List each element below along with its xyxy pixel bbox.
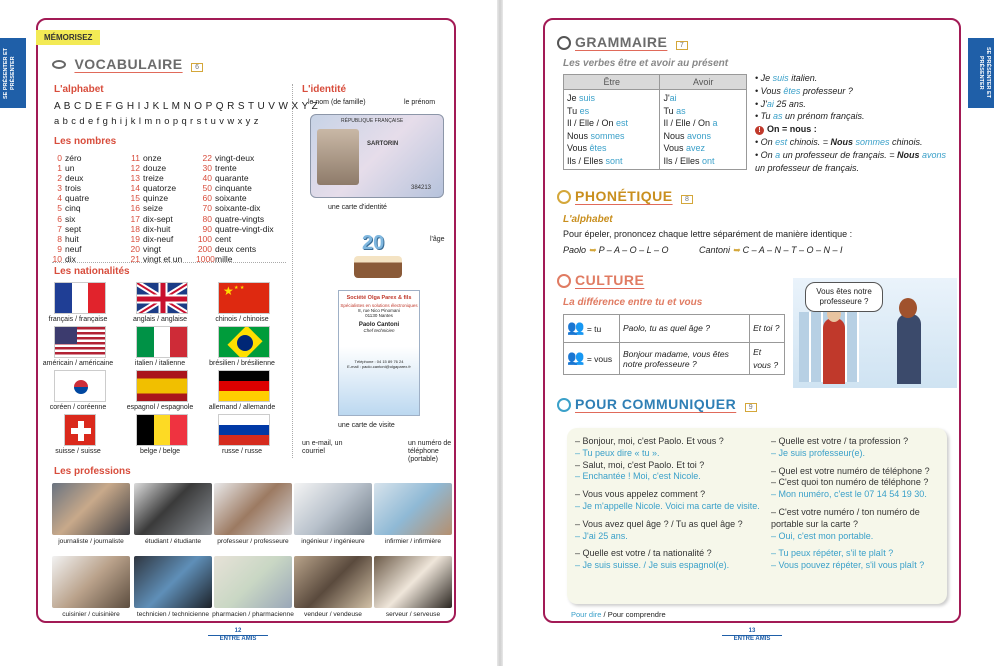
phonetique-subtitle: L'alphabet <box>563 214 613 225</box>
phonetique-track: 8 <box>681 195 693 204</box>
identite-heading: L'identité <box>302 84 347 95</box>
flag-brazil <box>218 326 270 358</box>
phonetique-text: Pour épeler, prononcez chaque lettre séparément de manière identique : <box>563 229 853 239</box>
nat-caption: anglais / anglaise <box>132 316 188 323</box>
left-side-tab: SE PRÉSENTER ET PRÉSENTER <box>0 38 26 108</box>
number-item: 7 sept <box>57 223 82 234</box>
tu-vous-table: 👥 = tu Paolo, tu as quel âge ? Et toi ? 👥 = vous Bonjour madame, vous êtes notre professeure ? Et vous ? <box>563 314 785 375</box>
id-card <box>310 114 444 198</box>
culture-header <box>557 272 644 290</box>
prof-caption: professeur / professeure <box>217 538 289 545</box>
cake-number: 20 <box>362 232 385 254</box>
nationalites-heading: Les nationalités <box>54 266 130 277</box>
bc-spec: Spécialistes en solutions électroniques <box>340 303 418 308</box>
spelling-example-1: Paolo ➥ P – A – O – L – O <box>563 245 669 255</box>
bc-address: 8, rue Nico Pinomani <box>358 308 400 313</box>
dialogue-left <box>575 436 765 572</box>
communiquer-track: 9 <box>745 403 757 412</box>
dialogue-line: – Bonjour, moi, c'est Paolo. Et vous ? <box>575 436 724 446</box>
conjugation-row: J'ai <box>663 93 677 103</box>
dialogue-line: – Salut, moi, c'est Paolo. Et toi ? <box>575 459 705 470</box>
speech-bubble: Vous êtes notre professeure ? <box>805 282 883 312</box>
eye-icon <box>52 60 66 69</box>
communiquer-title: POUR COMMUNIQUER <box>575 396 737 412</box>
flag-russia <box>218 414 270 446</box>
birthday-cake <box>352 232 404 282</box>
nat-caption: italien / italienne <box>134 360 186 367</box>
photo-pharmacien <box>214 556 292 608</box>
nombres-heading: Les nombres <box>54 136 117 147</box>
culture-title: CULTURE <box>575 272 645 288</box>
numbers-col-2 <box>124 153 182 264</box>
avoir-column <box>660 90 747 170</box>
row-divider <box>52 262 286 263</box>
left-page-number: 12 ENTRE AMIS <box>208 628 268 642</box>
id-card-name: SARTORIN <box>367 141 399 147</box>
etre-column <box>564 90 660 170</box>
grammar-header <box>557 34 688 52</box>
alphabet-upper: A B C D E F G H I J K L M N O P Q R S T U V W X Y Z <box>54 101 319 112</box>
book-spine <box>497 0 503 666</box>
dialogue-line: – Je m'appelle Nicole. Voici ma carte de visite. <box>575 500 760 511</box>
photo-journaliste <box>52 483 130 535</box>
number-item: 2 deux <box>57 173 84 184</box>
group-icon: 👥 <box>567 349 585 366</box>
right-page-number: 13 ENTRE AMIS <box>722 628 782 642</box>
nat-caption: suisse / suisse <box>55 448 101 455</box>
memorisez-tab: MÉMORISEZ <box>36 30 100 45</box>
id-photo <box>317 129 359 185</box>
flag-spain <box>136 370 188 402</box>
alphabet-lower: a b c d e f g h i j k l m n o p q r s t u v w x y z <box>54 115 259 126</box>
bc-role: Chef technicien <box>363 328 395 333</box>
prof-caption: journaliste / journaliste <box>58 538 124 545</box>
conjugation-row: Ils / Elles sont <box>567 155 623 166</box>
grammar-subtitle: Les verbes être et avoir au présent <box>563 58 729 69</box>
left-page <box>36 18 456 623</box>
photo-infirmier <box>374 483 452 535</box>
number-item: 80 quatre-vingts <box>202 213 265 224</box>
number-item: 3 trois <box>57 183 82 194</box>
culture-icon <box>557 274 571 288</box>
flag-germany <box>218 370 270 402</box>
number-item: 40 quarante <box>202 173 249 184</box>
communiquer-header <box>557 396 757 414</box>
dialogue-right <box>771 436 947 572</box>
number-item: 12 douze <box>130 163 167 174</box>
phonetique-title: PHONÉTIQUE <box>575 188 673 204</box>
number-item: 4 quatre <box>57 193 90 204</box>
number-item: 5 cinq <box>57 203 81 214</box>
bc-company: Société Olga Parex & fils <box>346 295 412 301</box>
spelling-example-2: Cantoni ➥ C – A – N – T – O – N – I <box>699 245 843 255</box>
dialogue-line: – Tu peux répéter, s'il te plaît ? <box>771 548 894 559</box>
dialogue-line: – Quelle est votre / ta nationalité ? <box>575 548 712 559</box>
grammar-title: GRAMMAIRE <box>575 34 668 50</box>
nat-caption: belge / belge <box>139 448 181 455</box>
flag-belgium <box>136 414 188 446</box>
flag-uk <box>136 282 188 314</box>
etre-header: Être <box>564 75 660 90</box>
flag-korea <box>54 370 106 402</box>
prof-caption: technicien / technicienne <box>136 611 210 618</box>
number-item: 17 dix-sept <box>130 213 173 224</box>
id-card-caption: une carte d'identité <box>328 204 387 211</box>
conjugation-row: Je suis <box>567 93 596 103</box>
dialogue-line: – Vous pouvez répéter, s'il vous plaît ? <box>771 560 925 571</box>
conjugation-row: Nous sommes <box>567 130 625 141</box>
dialogue-line: portable sur la carte ? <box>771 518 859 529</box>
conjugation-table <box>563 74 747 170</box>
conjugation-row: Vous avez <box>663 143 705 153</box>
number-item: 15 quinze <box>130 193 169 204</box>
age-label: l'âge <box>430 236 445 243</box>
photo-technicien <box>134 556 212 608</box>
conjugation-row: Ils / Elles ont <box>663 155 715 166</box>
number-item: 18 dix-huit <box>130 223 171 234</box>
classroom-illustration <box>793 278 957 388</box>
numbers-col-3 <box>196 153 274 264</box>
tu-followup: Et toi ? <box>750 315 785 343</box>
nat-caption: coréen / coréenne <box>49 404 107 411</box>
id-card-header: RÉPUBLIQUE FRANÇAISE <box>341 118 404 124</box>
photo-professeur <box>214 483 292 535</box>
photo-serveur <box>374 556 452 608</box>
number-item: 90 quatre-vingt-dix <box>202 223 274 234</box>
dialogue-line: – Mon numéro, c'est le 07 14 54 19 30. <box>771 489 927 500</box>
prof-caption: cuisinier / cuisinière <box>62 611 120 618</box>
flag-switzerland <box>64 414 96 446</box>
vocab-header <box>52 56 203 74</box>
bc-email: E-mail : paolo.cantoni@olgaparex.fr <box>347 364 411 369</box>
conjugation-row: Tu as <box>663 105 686 116</box>
photo-cuisinier <box>52 556 130 608</box>
photo-etudiant <box>134 483 212 535</box>
grammar-examples: • Je suis italien. • Vous êtes professeur ? • J'ai 25 ans. • Tu as un prénom français. ! On = nous : • On est chinois. = Nous sommes chinois. • On a un professeur de français. = Nous avons un professeur de français. <box>755 73 947 173</box>
number-item: 60 soixante <box>202 193 247 204</box>
column-divider <box>292 84 293 458</box>
photo-vendeur <box>294 556 372 608</box>
business-card-caption: une carte de visite <box>338 422 395 429</box>
label-nom: le nom (de famille) <box>308 99 366 106</box>
dialogue-legend: Pour dire / Pour comprendre <box>571 610 666 619</box>
dialogue-line: – Enchantée ! Moi, c'est Nicole. <box>575 471 701 482</box>
number-item: 9 neuf <box>57 243 82 254</box>
conjugation-row: Vous êtes <box>567 143 607 153</box>
dialogue-line: – Vous avez quel âge ? / Tu as quel âge ? <box>575 518 743 529</box>
number-item: 200 deux cents <box>197 243 257 254</box>
dialogue-line: – Je suis professeur(e). <box>771 447 866 458</box>
dialogue-line: – C'est quoi ton numéro de téléphone ? <box>771 477 929 488</box>
number-item: 16 seize <box>130 203 163 214</box>
number-item: 6 six <box>57 213 76 224</box>
prof-caption: étudiant / étudiante <box>144 538 202 545</box>
dialogue-line: – Oui, c'est mon portable. <box>771 530 874 541</box>
warning-icon: ! <box>755 126 764 135</box>
nat-caption: brésilien / brésilienne <box>209 360 275 367</box>
email-caption: un e-mail, un courriel <box>302 440 343 455</box>
photo-ingenieur <box>294 483 372 535</box>
prof-caption: serveur / serveuse <box>385 611 441 618</box>
vocab-track: 6 <box>191 63 203 72</box>
dialogue-line: – J'ai 25 ans. <box>575 530 628 541</box>
prof-caption: vendeur / vendeuse <box>304 611 362 618</box>
number-item: 1000mille <box>196 253 233 264</box>
alphabet-heading: L'alphabet <box>54 84 104 95</box>
nat-caption: américain / américaine <box>42 360 114 367</box>
dialogue-line: – Quelle est votre / ta profession ? <box>771 436 909 446</box>
sound-icon <box>557 190 571 204</box>
flag-china: ★ ★ ★ <box>218 282 270 314</box>
dialogue-line: – Vous vous appelez comment ? <box>575 489 706 500</box>
prof-caption: ingénieur / ingénieure <box>301 538 365 545</box>
nat-caption: russe / russe <box>221 448 263 455</box>
number-item: 13 treize <box>130 173 164 184</box>
vous-followup: Et vous ? <box>750 343 785 375</box>
number-item: 22 vingt-deux <box>202 153 255 163</box>
conjugation-row: Il / Elle / On est <box>567 118 629 128</box>
conjugation-row: Nous avons <box>663 130 711 141</box>
conjugation-row: Tu es <box>567 105 590 116</box>
flag-italy <box>136 326 188 358</box>
nat-caption: allemand / allemande <box>208 404 276 411</box>
megaphone-icon <box>557 398 571 412</box>
number-item: 1 un <box>57 163 75 174</box>
number-item: 8 huit <box>57 233 79 244</box>
nat-caption: chinois / chinoise <box>215 316 269 323</box>
avoir-header: Avoir <box>660 75 747 90</box>
prof-caption: infirmier / infirmière <box>384 538 442 545</box>
dialogue-line: – Je suis suisse. / Je suis espagnol(e). <box>575 560 730 571</box>
phone-caption: un numéro de téléphone (portable) <box>408 440 452 463</box>
dialogue-line: – Quel est votre numéro de téléphone ? <box>771 465 930 476</box>
vous-example: Bonjour madame, vous êtes notre professeure ? <box>620 343 750 375</box>
bc-telephone: Téléphone : 04 15 89 76 24 <box>354 359 404 364</box>
prof-caption: pharmacien / pharmacienne <box>212 611 294 618</box>
bc-name: Paolo Cantoni <box>358 322 400 328</box>
number-item: 10 dix <box>52 253 76 264</box>
nat-caption: espagnol / espagnole <box>126 404 194 411</box>
number-item: 11 onze <box>131 153 162 163</box>
number-item: 20 vingt <box>130 243 161 254</box>
id-card-number: 384213 <box>411 185 432 191</box>
dialogue-line: – C'est votre numéro / ton numéro de <box>771 506 920 517</box>
number-item: 70 soixante-dix <box>202 203 261 214</box>
number-item: 21 vingt et un <box>130 253 183 264</box>
dialogue-box <box>567 428 947 604</box>
conjugation-row: Il / Elle / On a <box>663 118 718 128</box>
flag-usa <box>54 326 106 358</box>
culture-subtitle: La différence entre tu et vous <box>563 297 703 308</box>
professions-heading: Les professions <box>54 466 131 477</box>
bc-city: 01130 Nantes <box>365 313 393 318</box>
right-page <box>543 18 961 623</box>
business-card <box>338 290 420 416</box>
numbers-col-1 <box>46 153 89 264</box>
vocab-title: VOCABULAIRE <box>74 56 183 72</box>
tu-example: Paolo, tu as quel âge ? <box>620 315 750 343</box>
dialogue-line: – Tu peux dire « tu ». <box>575 447 660 458</box>
grammar-track: 7 <box>676 41 688 50</box>
number-item: 0 zéro <box>57 153 82 163</box>
number-item: 100 cent <box>197 233 232 244</box>
number-item: 50 cinquante <box>202 183 252 194</box>
two-people-icon: 👥 <box>567 319 585 336</box>
label-prenom: le prénom <box>404 99 436 106</box>
magnifier-icon <box>557 36 571 50</box>
nat-caption: français / française <box>48 316 108 323</box>
flag-france <box>54 282 106 314</box>
phonetique-header <box>557 188 693 206</box>
number-item: 30 trente <box>202 163 237 174</box>
number-item: 19 dix-neuf <box>130 233 174 244</box>
right-side-tab: SE PRÉSENTER ET PRÉSENTER <box>968 38 994 108</box>
number-item: 14 quatorze <box>130 183 177 194</box>
